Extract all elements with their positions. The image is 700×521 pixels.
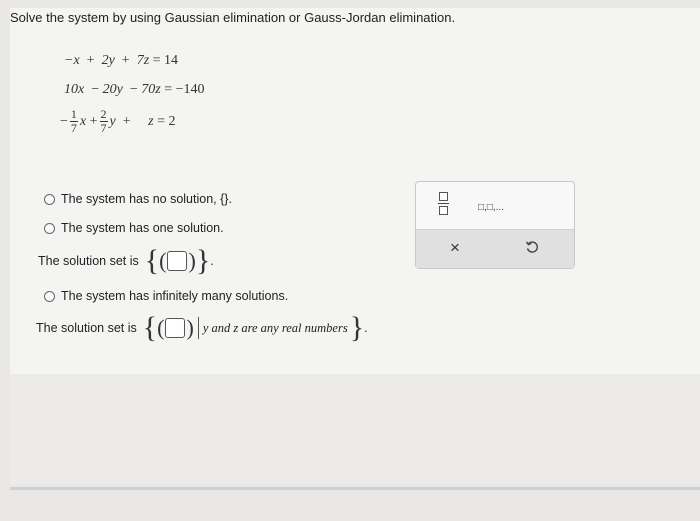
eq2-term3: 70z	[141, 82, 161, 97]
bottom-divider	[10, 487, 700, 490]
eq3-frac2-num: 2	[100, 107, 107, 121]
radio-infinite-solutions[interactable]	[44, 291, 55, 302]
eq3-frac2-den: 7	[100, 121, 107, 135]
close-icon: ×	[450, 238, 460, 257]
palette-footer	[416, 229, 574, 268]
equation-3	[60, 108, 176, 135]
bottom-area	[10, 374, 700, 484]
fraction-template-icon	[438, 192, 449, 215]
eq3-var2: y	[109, 113, 116, 129]
eq3-fraction-2	[100, 108, 108, 135]
undo-icon	[525, 240, 539, 254]
inf-close-brace: }	[349, 311, 365, 344]
infinite-set-line	[36, 311, 368, 344]
tuple-button[interactable]	[478, 199, 504, 213]
eq1-op1: +	[86, 53, 95, 68]
option-infinite-solutions[interactable]	[44, 289, 288, 303]
eq3-fraction-1	[70, 108, 78, 135]
eq3-term3: z	[148, 113, 154, 129]
eq2-op2: −	[129, 82, 138, 97]
clear-button[interactable]	[450, 238, 460, 258]
eq3-op1: +	[89, 113, 98, 129]
one-solution-answer-box[interactable]	[167, 251, 187, 271]
infinite-answer-box[interactable]	[165, 318, 185, 338]
such-that-bar	[198, 317, 199, 339]
open-brace: {	[144, 244, 160, 277]
eq1-term1: −x	[64, 53, 80, 68]
eq2-term2: 20y	[102, 82, 123, 97]
eq1-rhs: = 14	[152, 53, 179, 68]
one-solution-set-line	[38, 244, 214, 277]
open-paren: (	[159, 248, 167, 273]
inf-close-paren: )	[186, 315, 194, 340]
option-infinite-label: The system has infinitely many solutions.	[61, 289, 289, 303]
equation-1	[64, 53, 178, 69]
radio-one-solution[interactable]	[44, 223, 55, 234]
eq1-term2: 2y	[101, 53, 115, 68]
close-brace: }	[195, 244, 211, 277]
math-palette	[415, 181, 575, 269]
infinite-set-label: The solution set is	[36, 321, 137, 335]
period: .	[210, 254, 214, 268]
close-paren: )	[188, 248, 196, 273]
option-no-solution-label: The system has no solution, {}.	[61, 192, 232, 206]
tuple-template-icon: □,□,...	[478, 202, 504, 213]
inf-period: .	[364, 321, 368, 335]
eq3-rhs: = 2	[157, 113, 176, 129]
eq3-var1: x	[79, 113, 87, 129]
eq1-op2: +	[121, 53, 130, 68]
eq3-sign: −	[60, 113, 68, 129]
inf-open-paren: (	[157, 315, 165, 340]
eq3-frac1-den: 7	[70, 121, 77, 135]
inf-open-brace: {	[142, 311, 158, 344]
eq3-frac1-num: 1	[70, 107, 77, 121]
eq2-op1: −	[91, 82, 100, 97]
eq1-term3: 7z	[136, 53, 150, 68]
option-one-solution[interactable]	[44, 221, 224, 235]
instruction-text: Solve the system by using Gaussian elimination or Gauss-Jordan elimination.	[10, 10, 456, 25]
equation-2	[64, 82, 205, 98]
option-one-solution-label: The system has one solution.	[61, 221, 224, 235]
eq3-op2: +	[122, 113, 131, 129]
radio-no-solution[interactable]	[44, 194, 55, 205]
one-solution-set-label: The solution set is	[38, 254, 139, 268]
eq2-rhs: = −140	[164, 82, 205, 97]
eq2-term1: 10x	[64, 82, 85, 97]
option-no-solution[interactable]	[44, 192, 232, 206]
fraction-button[interactable]	[438, 192, 449, 215]
infinite-condition: y and z are any real numbers	[202, 320, 348, 335]
undo-button[interactable]	[525, 240, 539, 257]
